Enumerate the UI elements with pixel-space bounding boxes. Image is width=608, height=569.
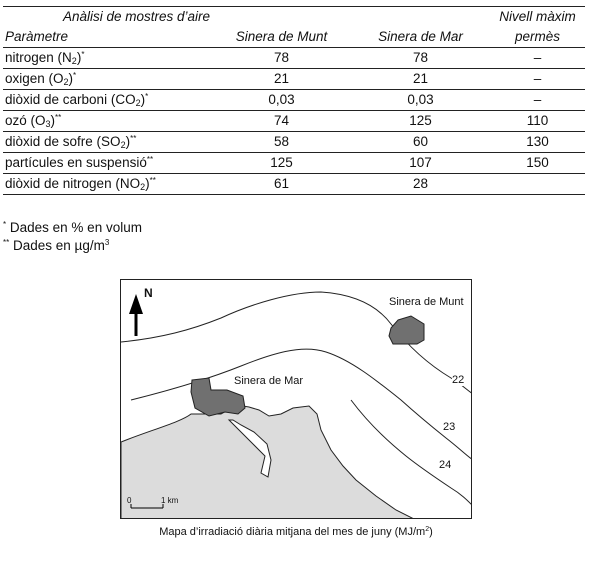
scale-label-0: 0: [127, 496, 132, 505]
irradiation-map: [120, 279, 472, 519]
table-row: [3, 132, 585, 153]
munt-cell: 0,03: [212, 90, 351, 111]
param-cell: diòxid de carboni $(CO_2)^*$: [3, 90, 212, 111]
max-header-line2: permès: [490, 27, 585, 48]
table-row: [3, 111, 585, 132]
max-cell: –: [490, 90, 585, 111]
north-label: N: [144, 286, 153, 300]
table-row: [3, 69, 585, 90]
table-body: [3, 48, 585, 195]
table-row: [3, 90, 585, 111]
table-row: [3, 174, 585, 195]
param-cell: diòxid de sofre $(SO_2)^{**}$: [3, 132, 212, 153]
max-cell: 150: [490, 153, 585, 174]
isoline-label-24: 24: [439, 459, 452, 471]
group-header: Anàlisi de mostres d’aire: [3, 7, 490, 28]
mar-cell: 0,03: [351, 90, 490, 111]
max-cell: [490, 174, 585, 195]
max-cell: 130: [490, 132, 585, 153]
munt-cell: 125: [212, 153, 351, 174]
mar-cell: 28: [351, 174, 490, 195]
max-cell: –: [533, 50, 542, 65]
mar-cell: 125: [351, 111, 490, 132]
munt-cell: 58: [212, 132, 351, 153]
mar-header: Sinera de Mar: [351, 27, 490, 48]
mar-cell: 60: [351, 132, 490, 153]
scale-label-1km: 1 km: [161, 496, 179, 505]
footnote-volume: * Dades en % en volum: [3, 220, 142, 235]
footnotes: [3, 219, 142, 255]
map-caption: Mapa d’irradiació diària mitjana del mes de juny $(MJ/m^2)$: [159, 526, 433, 538]
munt-cell: 78: [273, 50, 290, 65]
label-sinera-de-munt: Sinera de Munt: [389, 296, 464, 308]
table-row: [3, 153, 585, 174]
param-header: Paràmetre: [3, 27, 212, 48]
max-cell: 110: [490, 111, 585, 132]
param-cell: oxigen $(O_2)^*$: [3, 69, 212, 90]
town-sinera-de-munt: [389, 316, 424, 344]
max-cell: –: [490, 69, 585, 90]
table-row: [3, 48, 585, 69]
param-cell: diòxid de nitrogen $(NO_2)^{**}$: [3, 174, 212, 195]
mar-cell: 21: [351, 69, 490, 90]
munt-cell: 21: [212, 69, 351, 90]
munt-cell: 74: [212, 111, 351, 132]
map-drawing: [121, 280, 472, 519]
munt-header: Sinera de Munt: [212, 27, 351, 48]
max-header-line1: Nivell màxim: [490, 7, 585, 28]
label-sinera-de-mar: Sinera de Mar: [234, 375, 304, 387]
air-analysis-table: [3, 6, 585, 195]
param-cell: partícules en suspensió**: [3, 153, 212, 174]
param-cell: ozó $(O_3)^{**}$: [3, 111, 212, 132]
isoline-label-23: 23: [443, 421, 456, 433]
mar-cell: 107: [351, 153, 490, 174]
footnote-concentration: ** Dades en $\mu g/m^3$: [3, 238, 110, 253]
mar-cell: 78: [412, 50, 429, 65]
isoline-label-22: 22: [452, 374, 465, 386]
param-cell: nitrogen $(N_2)^*$: [5, 50, 85, 66]
munt-cell: 61: [212, 174, 351, 195]
